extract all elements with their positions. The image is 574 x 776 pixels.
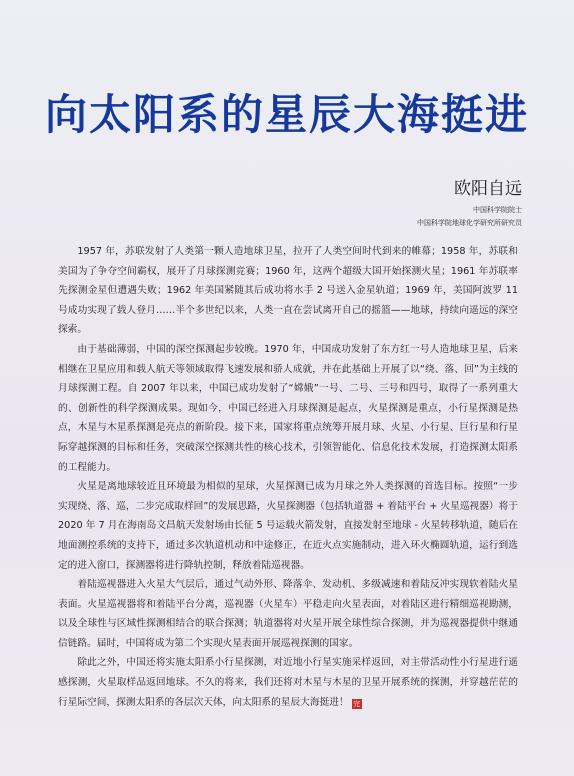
affiliation-line: 中国科学院地球化学研究所研究员 [417, 219, 522, 227]
article-body [58, 242, 518, 712]
end-mark-icon: 完 [353, 699, 361, 708]
body-paragraph-last [58, 653, 518, 712]
body-paragraph-text: 除此之外，中国还将实施太阳系小行星探测，对近地小行星实施采样返回，对主带活动性小行星进行遥感探测，火星取样品返回地球。不久的将来，我们还将对木星与木星的卫星开展系统的探测，并穿越茫茫的行星际空间，探测太阳系的各层次天体，向太阳系的星辰大海挺进！ [58, 657, 518, 708]
body-paragraph: 1957 年，苏联发射了人类第一颗人造地球卫星，拉开了人类空间时代到来的帷幕；1958 年，苏联和美国为了争夺空间霸权，展开了月球探测竞赛；1960 年，这两个超级大国开始探测火星；1961 年苏联率先探测金星但遭遇失败；1962 年美国紧随其后成功将水手 2 号送入金星轨道；1969 年，美国阿波罗 11 号成功实现了载人登月……半个多世纪以来，人类一直在尝试离开自己的摇篮——地球，持续向遥远的深空探索。 [58, 246, 518, 336]
author-name: 欧阳自远 [454, 179, 522, 199]
body-paragraph: 由于基础薄弱，中国的深空探测起步较晚。1970 年，中国成功发射了东方红一号人造地球卫星，后来相继在卫星应用和载人航天等领域取得飞速发展和骄人成就，并在此基础上开展了以“绕、落、回”为主线的月球探测工程。自 2007 年以来，中国已成功发射了“嫦娥”一号、二号、三号和四号，取得了一系列重大的、创新性的科学探测成果。现如今，中国已经进入月球探测是起点，火星探测是重点，小行星探测是热点，木星与木星系探测是亮点的新阶段。接下来，国家将重点统筹开展月球、火星、小行星、巨行星和行星际穿越探测的目标和任务，突破深空探测共性的核心技术，引领智能化、信息化技术发展，打造探测太阳系的工程能力。 [58, 343, 518, 473]
affiliation-line: 中国科学院院士 [473, 206, 522, 214]
body-paragraph: 着陆巡视器进入火星大气层后，通过气动外形、降落伞、发动机、多级减速和着陆反冲实现软着陆火星表面。火星巡视器将和着陆平台分离，巡视器（火星车）平稳走向火星表面，对着陆区进行精细巡视勘测，以及全球性与区域性探测相结合的联合探测；轨道器将对火星开展全球性综合探测，并为巡视器提供中继通信链路。届时，中国将成为第二个实现火星表面开展巡视探测的国家。 [58, 579, 518, 649]
body-paragraph: 火星是离地球较近且环境最为相似的星球，火星探测已成为月球之外人类探测的首选目标。按照“一步实现绕、落、巡，二步完成取样回”的发展思路，火星探测器（包括轨道器 + 着陆平台 + 火星巡视器）将于 2020 年 7 月在海南岛文昌航天发射场由长征 5 号运载火箭发射，直接发射至地球 - 火星转移轨道，随后在地面测控系统的支持下，通过多次轨道机动和中途修正，在近火点实施制动，进入环火椭圆轨道，运行到选定的进入窗口，探测器将进行降轨控制，释放着陆巡视器。 [58, 481, 518, 571]
author-affiliations [417, 204, 522, 230]
article-title: 向太阳系的星辰大海挺进 [44, 90, 529, 139]
